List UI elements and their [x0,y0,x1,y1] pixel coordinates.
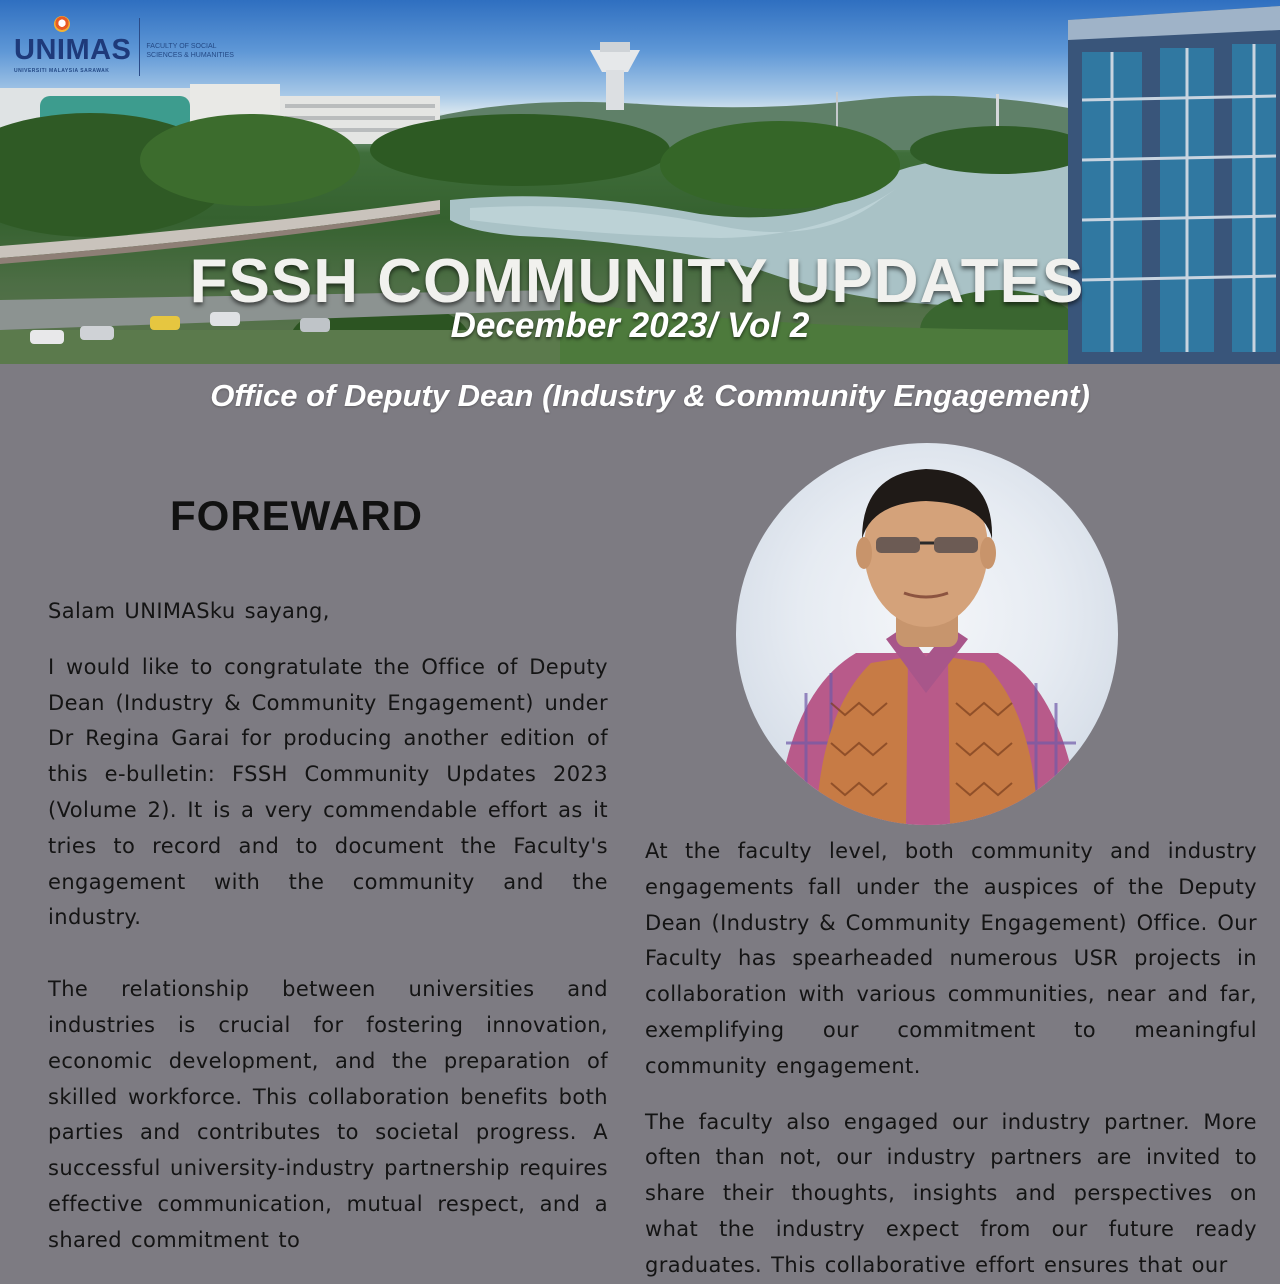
foreword-right-column [645,834,1257,1284]
header-banner [0,0,1280,364]
bulletin-title: FSSH COMMUNITY UPDATES [189,247,1085,316]
unimas-logo [14,16,246,78]
foreword-paragraph-4: The faculty also engaged our industry partner. More often than not, our industry partners are invited to share their thoughts, insights and perspectives on what the industry expect from our future ready graduates. This collaborative effort ensures that our [645,1109,1257,1277]
foreword-left-column [48,594,608,1259]
foreword-paragraph-3: At the faculty level, both community and industry engagements fall under the auspices of the Deputy Dean (Industry & Community Engagement) Office. Our Faculty has spearheaded numerous USR projects in collaboration with various communities, near and far, exemplifying our commitment to meaningful community engagement. [645,839,1257,1078]
logo-emblem-icon [54,16,70,32]
foreword-paragraph-2: The relationship between universities and industries is crucial for fostering innovation, economic development, and the preparation of skilled workforce. This collaboration benefits both parties and contributes to societal progress. A successful university-industry partnership requires effective communication, mutual respect, and a shared commitment to [48,977,608,1252]
logo-text: UNIMAS [14,34,132,66]
logo-tagline: UNIVERSITI MALAYSIA SARAWAK [14,68,110,74]
section-heading: FOREWARD [170,492,423,539]
logo-wordmark [14,16,132,74]
office-title: Office of Deputy Dean (Industry & Community Engagement) [210,378,1090,413]
faculty-label: FACULTY OF SOCIAL SCIENCES & HUMANITIES [146,43,234,59]
greeting-text: Salam UNIMASku sayang, [48,599,330,623]
logo-divider [139,18,140,76]
person-portrait-icon [736,443,1118,825]
portrait-photo [736,443,1118,825]
foreword-paragraph-1: I would like to congratulate the Office of Deputy Dean (Industry & Community Engagement) under Dr Regina Garai for producing another edition of this e-bulletin: FSSH Community Updates 2023 (Volume 2). It is a very commendable effort as it tries to record and to document the Faculty's engagement with the community and the industry. [48,654,608,930]
bulletin-edition: December 2023/ Vol 2 [450,306,810,345]
